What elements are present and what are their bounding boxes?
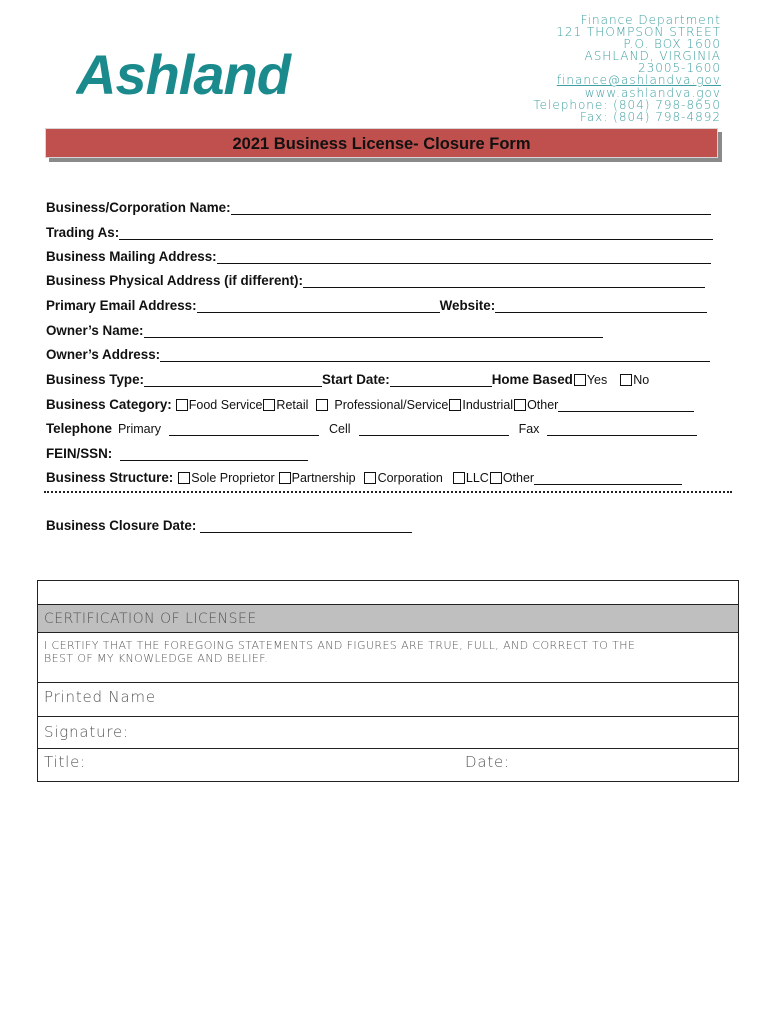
printed-name-label: Printed Name <box>44 688 156 706</box>
row-physical-address <box>46 272 705 288</box>
structure-other-field[interactable] <box>534 470 682 485</box>
category-professional-label: Professional/Service <box>334 398 449 412</box>
dept-line: P.O. BOX 1600 <box>623 37 721 52</box>
owner-address-field[interactable] <box>160 347 710 362</box>
fax-field[interactable] <box>547 421 697 436</box>
mailing-address-field[interactable] <box>217 249 711 264</box>
mailing-address-label: Business Mailing Address: <box>46 249 217 264</box>
title-date-row[interactable] <box>38 749 738 781</box>
category-other-checkbox[interactable] <box>514 399 526 411</box>
structure-other-checkbox[interactable] <box>490 472 502 484</box>
certification-statement <box>38 633 738 683</box>
title-label: Title: <box>44 753 86 771</box>
row-telephone <box>46 420 697 436</box>
category-industrial-label: Industrial <box>462 398 514 412</box>
business-type-label: Business Type: <box>46 372 144 387</box>
home-based-label: Home Based <box>491 372 573 387</box>
structure-partnership-checkbox[interactable] <box>279 472 291 484</box>
website-link[interactable]: www.ashlandva.gov <box>584 85 721 100</box>
structure-other-label: Other <box>502 471 535 485</box>
certification-table <box>37 580 739 782</box>
row-trading-as <box>46 224 713 240</box>
dept-fax: Fax: (804) 798-4892 <box>580 109 721 124</box>
dept-telephone: Telephone: (804) 798-8650 <box>533 97 721 112</box>
category-professional-checkbox[interactable] <box>316 399 328 411</box>
primary-phone-field[interactable] <box>169 421 319 436</box>
structure-sole-proprietor-checkbox[interactable] <box>178 472 190 484</box>
row-fein <box>46 445 308 461</box>
owner-address-label: Owner’s Address: <box>46 347 161 362</box>
no-label: No <box>633 373 650 387</box>
signature-label: Signature: <box>44 723 129 741</box>
form-title: 2021 Business License- Closure Form <box>232 135 531 153</box>
business-name-label: Business/Corporation Name: <box>46 200 231 215</box>
category-other-label: Other <box>527 398 559 412</box>
telephone-label: Telephone <box>46 421 112 436</box>
row-business-name <box>46 199 711 215</box>
owner-name-label: Owner’s Name: <box>46 323 144 338</box>
logo-text: Ashland <box>76 43 290 102</box>
category-industrial-checkbox[interactable] <box>449 399 461 411</box>
email-field[interactable] <box>197 298 440 313</box>
certification-statement-line: BEST OF MY KNOWLEDGE AND BELIEF. <box>44 652 269 665</box>
fein-label: FEIN/SSN: <box>46 446 113 461</box>
structure-corporation-label: Corporation <box>377 471 443 485</box>
row-business-type <box>46 371 649 387</box>
certification-top-spacer <box>38 581 738 605</box>
start-date-label: Start Date: <box>321 372 390 387</box>
row-business-category <box>46 396 694 412</box>
dept-line: 23005-1600 <box>637 61 721 76</box>
physical-address-field[interactable] <box>303 273 705 288</box>
yes-label: Yes <box>586 373 608 387</box>
structure-llc-checkbox[interactable] <box>453 472 465 484</box>
signature-field[interactable] <box>38 717 738 749</box>
title-bar <box>45 128 718 158</box>
home-based-no-checkbox[interactable] <box>620 374 632 386</box>
row-business-structure <box>46 469 682 485</box>
row-owner-name <box>46 322 603 338</box>
category-food-service-checkbox[interactable] <box>176 399 188 411</box>
category-retail-checkbox[interactable] <box>263 399 275 411</box>
row-email-website <box>46 297 707 313</box>
row-owner-address <box>46 346 710 362</box>
dept-line: 121 THOMPSON STREET <box>556 25 721 40</box>
primary-label: Primary <box>117 422 162 436</box>
trading-as-field[interactable] <box>119 225 713 240</box>
business-structure-label: Business Structure: <box>46 470 174 485</box>
business-name-field[interactable] <box>231 200 711 215</box>
date-label: Date: <box>465 753 510 771</box>
trading-as-label: Trading As: <box>46 225 120 240</box>
row-mailing-address <box>46 248 711 264</box>
start-date-field[interactable] <box>390 372 492 387</box>
owner-name-field[interactable] <box>144 323 603 338</box>
website-field[interactable] <box>495 298 707 313</box>
closure-date-field[interactable] <box>200 518 412 533</box>
printed-name-field[interactable] <box>38 683 738 717</box>
home-based-yes-checkbox[interactable] <box>574 374 586 386</box>
row-closure-date <box>46 517 412 533</box>
dotted-separator <box>44 491 732 493</box>
certification-statement-line: I CERTIFY THAT THE FOREGOING STATEMENTS AND FIGURES ARE TRUE, FULL, AND CORRECT TO THE <box>44 639 636 652</box>
ashland-logo <box>76 40 326 102</box>
structure-partnership-label: Partnership <box>291 471 356 485</box>
fax-label: Fax <box>518 422 540 436</box>
business-type-field[interactable] <box>144 372 322 387</box>
structure-sole-proprietor-label: Sole Proprietor <box>191 471 275 485</box>
category-food-service-label: Food Service <box>188 398 263 412</box>
certification-heading: CERTIFICATION OF LICENSEE <box>38 605 738 633</box>
fein-field[interactable] <box>120 446 308 461</box>
department-address-block <box>533 14 721 123</box>
dept-line: ASHLAND, VIRGINIA <box>584 49 721 64</box>
dept-line: Finance Department <box>580 13 721 27</box>
website-label: Website: <box>439 298 496 313</box>
business-category-label: Business Category: <box>46 397 172 412</box>
spacer <box>607 373 619 387</box>
email-label: Primary Email Address: <box>46 298 197 313</box>
cell-phone-field[interactable] <box>359 421 509 436</box>
cell-label: Cell <box>329 422 351 436</box>
category-other-field[interactable] <box>558 397 694 412</box>
category-retail-label: Retail <box>276 398 309 412</box>
closure-date-label: Business Closure Date: <box>46 518 197 533</box>
structure-corporation-checkbox[interactable] <box>364 472 376 484</box>
email-link[interactable]: finance@ashlandva.gov <box>556 73 721 88</box>
physical-address-label: Business Physical Address (if different): <box>46 273 303 288</box>
structure-llc-label: LLC <box>465 471 489 485</box>
